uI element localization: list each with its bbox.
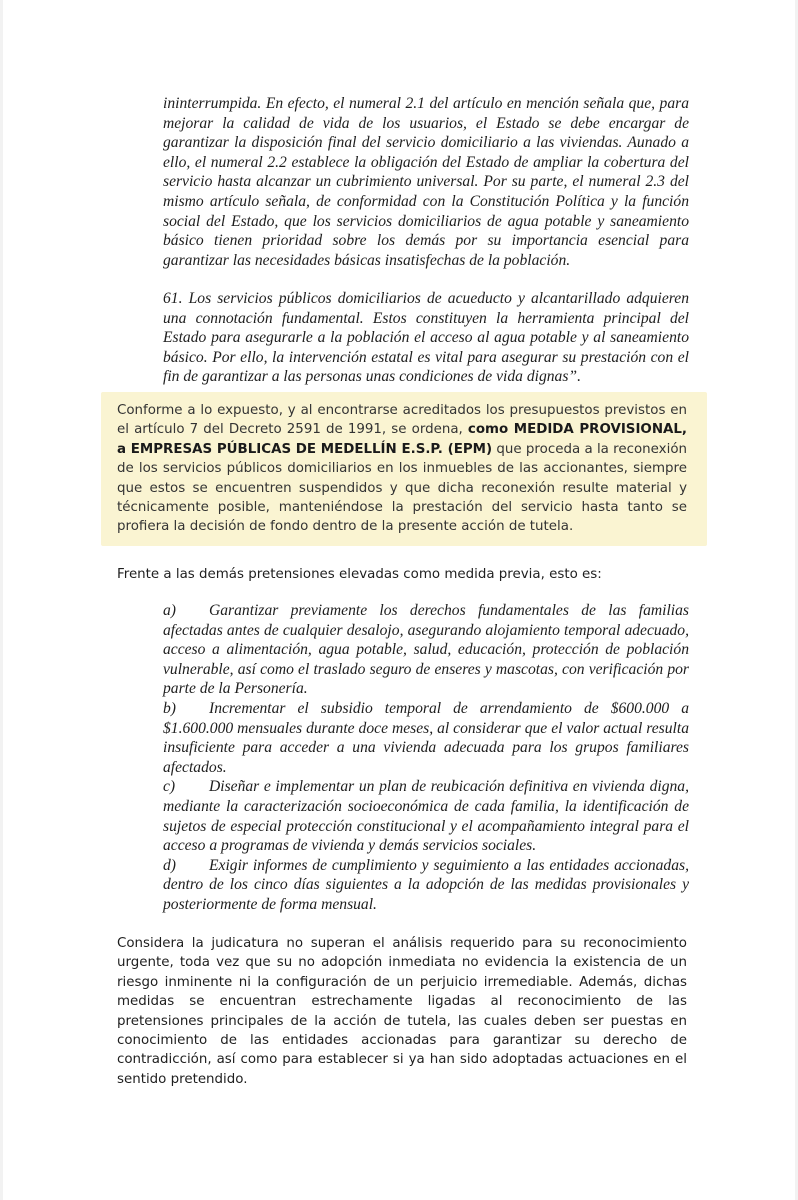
quote-paragraph-61: 61. Los servicios públicos domiciliarios de acueducto y alcantarillado adquieren una connotación fundamental. Estos constituyen la herramienta principal del Estado para asegurarle a la población el acceso al agua potable y al saneamiento básico. Por ello, la intervención estatal es vital para asegurar su prestación con el fin de garantizar a las personas unas condiciones de vida dignas”. (163, 290, 689, 386)
list-marker: b) (163, 699, 176, 717)
quote-paragraph-1: ininterrumpida. En efecto, el numeral 2.1 del artículo en mención señala que, para mejorar la calidad de vida de los usuarios, el Estado se debe encargar de garantizar la disposición final del servicio domiciliario a las viviendas. Aunado a ello, el numeral 2.2 establece la obligación del Estado de ampliar la cobertura del servicio hasta alcanzar un cubrimiento universal. Por su parte, el numeral 2.3 del mismo artículo señala, de conformidad con la Constitución Política y la función social del Estado, que los servicios domiciliarios de agua potable y saneamiento básico tienen prioridad sobre los demás por su importancia esencial para garantizar las necesidades básicas insatisfechas de la población. (163, 95, 689, 269)
provisional-measure-bold-text: como MEDIDA PROVISIONAL, a EMPRESAS PÚBLICAS DE MEDELLÍN E.S.P. (EPM) (117, 422, 688, 457)
provisional-measure-text-after: que proceda a la reconexión de los servicios públicos domiciliarios en los inmuebles de las accionantes, siempre que estos se encuentren suspendidos y que dicha reconexión resulte material y técnicamente posible, manteniéndose la prestación del servicio hasta tanto se profiera la decisión de fondo dentro de la presente acción de tutela. (117, 441, 687, 535)
provisional-measure-text-before: Conforme a lo expuesto, y al encontrarse acreditados los presupuestos previstos en el artículo 7 del Decreto 2591 de 1991, se ordena, (117, 403, 687, 438)
list-marker: d) (163, 856, 176, 874)
list-item-text: Incrementar el subsidio temporal de arrendamiento de $600.000 a $1.600.000 mensuales durante doce meses, al considerar que el valor actual resulta insuficiente para acceder a una vivienda adecuada para los grupos familiares afectados. (163, 699, 689, 776)
intro-paragraph: Frente a las demás pretensiones elevadas como medida previa, esto es: (117, 567, 602, 582)
list-item-d (163, 856, 689, 915)
list-item-c (163, 777, 689, 855)
requests-list (163, 601, 689, 915)
provisional-measure-paragraph (117, 401, 687, 537)
list-item-b (163, 699, 689, 777)
closing-paragraph: Considera la judicatura no superan el análisis requerido para su reconocimiento urgente, toda vez que su no adopción inmediata no evidencia la existencia de un riesgo inminente ni la configuración de un perjuicio irremediable. Además, dichas medidas se encuentran estrechamente ligadas al reconocimiento de las pretensiones principales de la acción de tutela, las cuales deben ser puestas en conocimiento de las entidades accionadas para garantizar su derecho de contradicción, así como para establecer si ya han sido adoptadas actuaciones en el sentido pretendido. (117, 936, 687, 1087)
list-item-a (163, 601, 689, 699)
list-marker: a) (163, 602, 176, 619)
list-item-text: Exigir informes de cumplimiento y seguimiento a las entidades accionadas, dentro de los cinco días siguientes a la adopción de las medidas provisionales y posteriormente de forma mensual. (163, 856, 689, 913)
list-item-text: Garantizar previamente los derechos fundamentales de las familias afectadas antes de cualquier desalojo, asegurando alojamiento temporal adecuado, acceso a alimentación, agua potable, salud, educación, protección de población vulnerable, así como el traslado seguro de enseres y mascotas, con verificación por parte de la Personería. (163, 602, 689, 698)
list-marker: c) (163, 778, 176, 796)
list-item-text: Diseñar e implementar un plan de reubicación definitiva en vivienda digna, mediante la caracterización socioeconómica de cada familia, la identificación de sujetos de especial protección constitucional y el acompañamiento integral para el acceso a programas de vivienda y demás servicios sociales. (163, 778, 689, 855)
